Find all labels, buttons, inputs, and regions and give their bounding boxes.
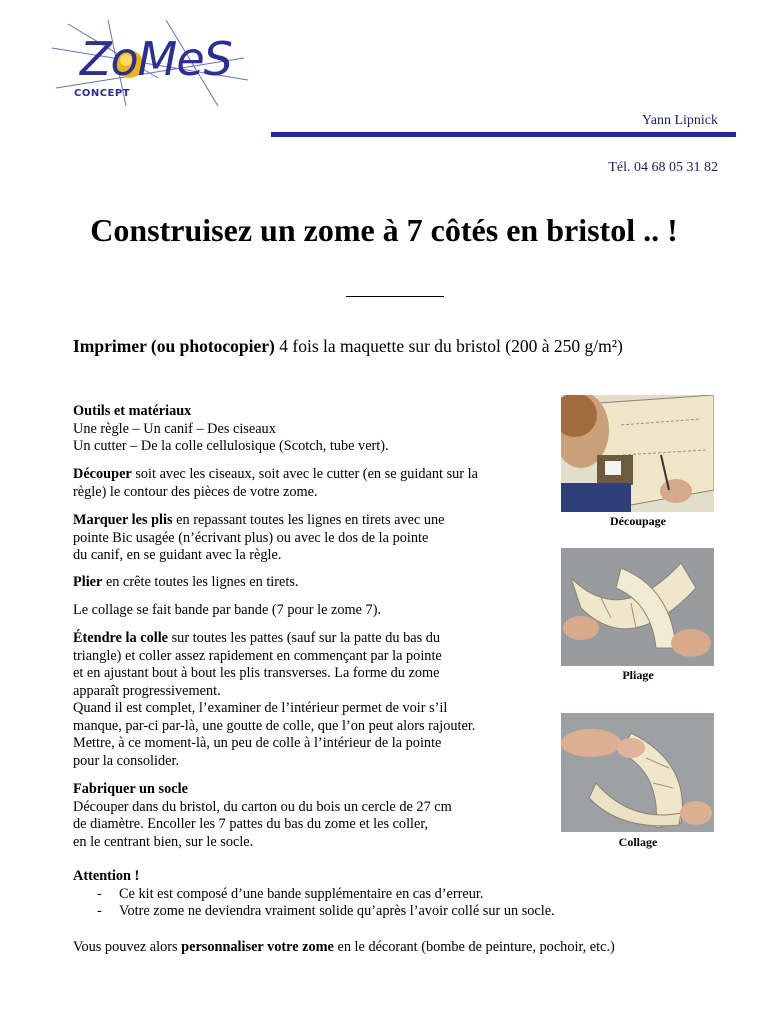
marquer-line-1: en repassant toutes les lignes en tirets avec une <box>172 512 445 528</box>
socle-heading: Fabriquer un socle <box>73 781 188 797</box>
socle-line-2: de diamètre. Encoller les 7 pattes du bas du zome et les coller, <box>73 816 429 832</box>
caption-pliage: Pliage <box>622 668 654 682</box>
etendre-line-8: pour la consolider. <box>73 752 180 769</box>
etendre-bold: Étendre la colle <box>73 630 169 646</box>
tools-heading: Outils et matériaux <box>73 403 192 419</box>
etendre-line-6: manque, par-ci par-là, une goutte de colle, que l’on peut alors rajouter. <box>73 717 476 734</box>
socle-section <box>73 781 553 851</box>
logo-word: ZoMeS <box>80 32 232 86</box>
plier-rest: en crête toutes les lignes en tirets. <box>102 574 299 590</box>
caption-collage: Collage <box>618 835 658 849</box>
decouper-bold: Découper <box>73 466 132 482</box>
etendre-line-3: et en ajustant bout à bout les plis transverses. La forme du zome <box>73 665 440 681</box>
socle-line-3: en le centrant bien, sur le socle. <box>73 833 254 850</box>
etendre-paragraph <box>73 630 563 770</box>
intro-paragraph <box>73 336 723 357</box>
tools-line-2: Un cutter – De la colle cellulosique (Scotch, tube vert). <box>73 438 389 454</box>
etendre-line-5: Quand il est complet, l’examiner de l’intérieur permet de voir s’il <box>73 700 448 716</box>
etendre-line-4: apparaît progressivement. <box>73 682 221 699</box>
list-item: - Ce kit est composé d’une bande supplémentaire en cas d’erreur. <box>97 885 484 902</box>
page-title: Construisez un zome à 7 côtés en bristol .. ! <box>90 212 678 248</box>
decouper-rest: soit avec les ciseaux, soit avec le cutter (en se guidant sur la règle) le contour des pièces de votre zome. <box>73 466 478 500</box>
caption-decoupage: Découpage <box>610 514 666 528</box>
attention-heading: Attention ! <box>73 868 140 884</box>
marquer-bold: Marquer les plis <box>73 512 173 528</box>
marquer-line-3: du canif, en se guidant avec la règle. <box>73 547 282 563</box>
decouper-paragraph <box>73 466 513 501</box>
plier-paragraph <box>73 574 553 592</box>
zomes-logo <box>48 18 256 110</box>
photo-collage <box>561 713 714 832</box>
socle-line-1: Découper dans du bristol, du carton ou du bois un cercle de 27 cm <box>73 798 452 815</box>
collage-paragraph: Le collage se fait bande par bande (7 pour le zome 7). <box>73 602 382 618</box>
list-item: - Votre zome ne deviendra vraiment solide qu’après l’avoir collé sur un socle. <box>97 903 555 919</box>
etendre-line-7: Mettre, à ce moment-là, un peu de colle à l’intérieur de la pointe <box>73 735 442 751</box>
etendre-line-2: triangle) et coller assez rapidement en commençant par la pointe <box>73 647 442 664</box>
attention-list <box>73 886 673 921</box>
tools-section <box>73 403 553 456</box>
closing-pre: Vous pouvez alors <box>73 939 182 955</box>
etendre-line-1: sur toutes les pattes (sauf sur la patte du bas du <box>168 630 441 646</box>
phone-number: Tél. 04 68 05 31 82 <box>608 160 718 175</box>
closing-bold: personnaliser votre zome <box>181 939 334 955</box>
marquer-line-2: pointe Bic usagée (n’écrivant plus) ou avec le dos de la pointe <box>73 529 429 546</box>
intro-rest: 4 fois la maquette sur du bristol (200 à 250 g/m²) <box>274 336 623 356</box>
attention-section <box>73 868 673 921</box>
tools-line-1: Une règle – Un canif – Des ciseaux <box>73 420 276 437</box>
logo-sub: CONCEPT <box>74 88 131 99</box>
photo-pliage <box>561 548 714 666</box>
plier-bold: Plier <box>73 574 103 590</box>
header-rule <box>271 132 736 137</box>
closing-paragraph <box>73 939 733 957</box>
photo-decoupage <box>561 395 714 512</box>
closing-post: en le décorant (bombe de peinture, pochoir, etc.) <box>333 939 615 955</box>
marquer-paragraph <box>73 512 553 565</box>
title-divider <box>346 296 444 297</box>
author-name: Yann Lipnick <box>642 113 718 128</box>
intro-bold: Imprimer (ou photocopier) <box>73 336 275 356</box>
